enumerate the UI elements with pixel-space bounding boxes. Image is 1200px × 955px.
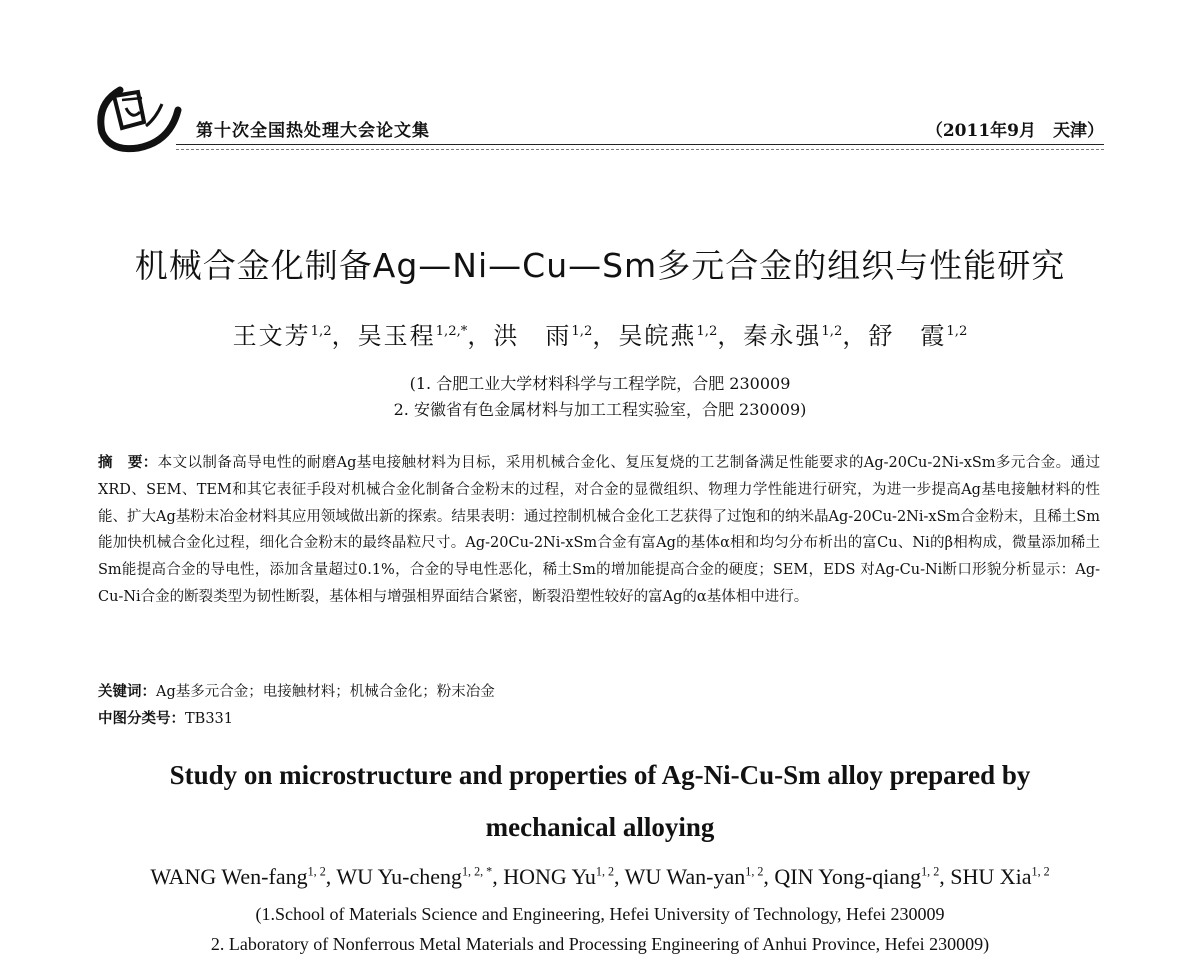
abstract-text: 本文以制备高导电性的耐磨Ag基电接触材料为目标，采用机械合金化、复压复烧的工艺制备满足性能要求的Ag-20Cu-2Ni-xSm多元合金。通过XRD、SEM、TEM和其它表征手段对机械合金化制备合金粉末的过程，对合金的显微组织、物理力学性能进行研究，为进一步提高Ag基电接触材料的性能、扩大Ag基粉末冶金材料其应用领域做出新的探索。结果表明：通过控制机械合金化工艺获得了过饱和的纳米晶Ag-20Cu-2Ni-xSm合金粉末，且稀土Sm能加快机械合金化过程，细化合金粉末的最终晶粒尺寸。Ag-20Cu-2Ni-xSm合金有富Ag的基体α相和均匀分布析出的富Cu、Ni的β相构成，微量添加稀土Sm能提高合金的导电性，添加含量超过0.1%，合金的导电性恶化，稀土Sm的增加能提高合金的硬度；SEM，EDS 对Ag-Cu-Ni断口形貌分析显示：Ag-Cu-Ni合金的断裂类型为韧性断裂，基体相与增强相界面结合紧密，断裂沿塑性较好的富Ag的α基体相中进行。	[98, 455, 1100, 605]
author-name: QIN Yong-qiang	[774, 864, 922, 889]
author-list-cn	[0, 316, 1200, 351]
author-name: WU Wan-yan	[624, 864, 746, 889]
author-name: SHU Xia	[950, 864, 1032, 889]
author-separator: ,	[325, 864, 337, 889]
abstract-label: 摘 要：	[98, 455, 158, 471]
affiliation-cn-2: 2. 安徽省有色金属材料与加工工程实验室，合肥 230009)	[393, 400, 807, 419]
author-name: 洪 雨	[493, 322, 572, 350]
author-separator: ，	[331, 322, 358, 350]
author-name: WU Yu-cheng	[336, 864, 462, 889]
author-affiliation-marker: 1, 2	[1031, 864, 1050, 879]
author-name: 吴皖燕	[618, 322, 697, 350]
author-affiliation-marker: 1, 2	[745, 864, 764, 879]
proceedings-title: 第十次全国热处理大会论文集	[196, 121, 430, 141]
author-separator: ，	[717, 322, 744, 350]
header-rule	[176, 144, 1104, 145]
author-affiliation-marker: 1, 2, *	[461, 864, 493, 879]
author-affiliation-marker: 1, 2	[307, 864, 326, 879]
paper-title-en-line-1: Study on microstructure and properties of Ag-Ni-Cu-Sm alloy prepared by	[169, 760, 1031, 790]
author-affiliation-marker: 1, 2	[595, 864, 615, 879]
author-separator: ,	[492, 864, 504, 889]
author-separator: ,	[763, 864, 775, 889]
author-list-en	[0, 864, 1200, 890]
author-affiliation-marker: 1,2	[696, 324, 718, 339]
author-separator: ，	[467, 322, 494, 350]
proceedings-date-place: （2011年9月 天津）	[925, 121, 1104, 141]
affiliation-en-1: (1.School of Materials Science and Engineering, Hefei University of Technology, Hefei 230009	[255, 904, 945, 924]
author-affiliation-marker: 1,2,*	[435, 324, 468, 339]
author-name: WANG Wen-fang	[150, 864, 308, 889]
keywords-label: 关键词：	[98, 684, 156, 700]
affiliation-en-2: 2. Laboratory of Nonferrous Metal Materials and Processing Engineering of Anhui Province, Hefei 230009)	[210, 934, 990, 954]
author-name: HONG Yu	[503, 864, 596, 889]
author-affiliation-marker: 1,2	[821, 324, 843, 339]
keywords-line	[98, 680, 495, 701]
classification-code: TB331	[185, 711, 234, 727]
author-name: 吴玉程	[357, 322, 436, 350]
author-affiliation-marker: 1,2	[310, 324, 332, 339]
paper-title-cn: 机械合金化制备Ag—Ni—Cu—Sm多元合金的组织与性能研究	[134, 246, 1066, 285]
paper-title-en-line-2: mechanical alloying	[485, 812, 715, 842]
author-name: 王文芳	[232, 322, 311, 350]
classification-line	[98, 707, 233, 728]
author-affiliation-marker: 1,2	[946, 324, 968, 339]
author-affiliation-marker: 1, 2	[921, 864, 940, 879]
classification-label: 中图分类号：	[98, 711, 185, 727]
header-rule-dashed	[176, 149, 1104, 150]
author-affiliation-marker: 1,2	[571, 324, 593, 339]
author-separator: ，	[592, 322, 619, 350]
abstract-paragraph	[98, 450, 1100, 611]
author-separator: ,	[939, 864, 951, 889]
conference-logo-icon	[92, 82, 184, 154]
author-name: 秦永强	[743, 322, 822, 350]
author-name: 舒 霞	[868, 322, 947, 350]
keywords-text: Ag基多元合金；电接触材料；机械合金化；粉末冶金	[156, 684, 495, 700]
author-separator: ,	[614, 864, 625, 889]
author-separator: ，	[842, 322, 869, 350]
affiliation-cn-1: (1. 合肥工业大学材料科学与工程学院，合肥 230009	[409, 374, 791, 393]
